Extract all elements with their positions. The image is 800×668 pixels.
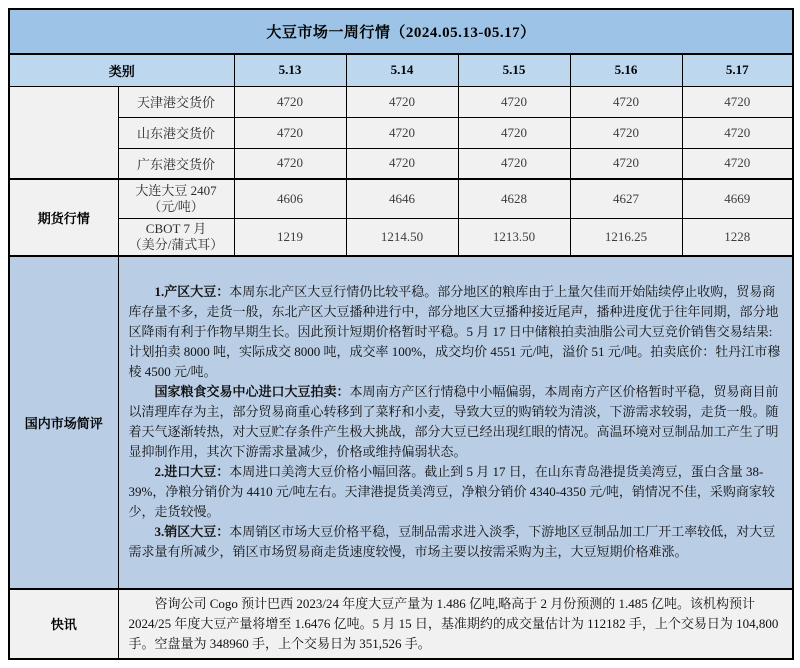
spot-row-label-shandong: 山东港交货价	[118, 117, 234, 148]
paragraph-lead: 3.销区大豆：	[154, 524, 230, 539]
price-cell: 1219	[234, 218, 346, 256]
price-cell: 4628	[458, 179, 570, 218]
spot-row-label-tianjin: 天津港交货价	[118, 86, 234, 117]
market-comment-cell	[118, 256, 793, 589]
futures-row-label-dalian	[118, 179, 234, 218]
futures-row-label-cbot	[118, 218, 234, 256]
price-cell: 4720	[458, 117, 570, 148]
spot-row-label-guangdong: 广东港交货价	[118, 148, 234, 179]
price-cell: 1214.50	[346, 218, 458, 256]
news-paragraph: 咨询公司 Cogo 预计巴西 2023/24 年度大豆产量为 1.486 亿吨,略高于 2 月份预测的 1.485 亿吨。该机构预计 2024/25 年度大豆产量将增至 1.6476 亿吨。5 月 15 日，基准期约的成交量估计为 112182 手，上个交易日为 104,800 手。空盘量为 348960 手，上个交易日为 351,526 手。	[128, 595, 779, 651]
price-cell: 4720	[682, 148, 793, 179]
futures-group-label: 期货行情	[9, 179, 118, 256]
column-header-date-1: 5.13	[234, 54, 346, 86]
news-group-label: 快讯	[9, 589, 118, 659]
column-header-date-2: 5.14	[346, 54, 458, 86]
price-cell: 1216.25	[570, 218, 682, 256]
futures-contract-unit: （元/吨）	[148, 198, 204, 214]
price-cell: 4720	[346, 148, 458, 179]
price-cell: 4720	[234, 117, 346, 148]
price-cell: 4720	[570, 117, 682, 148]
price-cell: 4720	[458, 148, 570, 179]
comment-paragraph-3	[129, 462, 783, 522]
price-cell: 1213.50	[458, 218, 570, 256]
futures-contract-name: 大连大豆 2407	[135, 182, 217, 198]
paragraph-text: 本周销区市场大豆价格平稳，豆制品需求进入淡季，下游地区豆制品加工厂开工率较低，对大豆需求量有所减少，销区市场贸易商走货速度较慢，市场主要以按需采购为主，大豆短期价格难涨。	[128, 524, 776, 559]
news-cell	[118, 589, 793, 659]
price-cell: 4669	[682, 179, 793, 218]
futures-contract-name: CBOT 7 月	[145, 220, 207, 236]
column-header-date-4: 5.16	[570, 54, 682, 86]
comment-group-label: 国内市场简评	[9, 256, 118, 589]
price-cell: 4720	[346, 117, 458, 148]
price-cell: 4720	[458, 86, 570, 117]
spot-group-cell	[9, 86, 118, 179]
price-cell: 4720	[682, 117, 793, 148]
comment-paragraph-2	[129, 382, 783, 462]
price-cell: 4606	[234, 179, 346, 218]
price-cell: 4720	[682, 86, 793, 117]
price-cell: 4720	[346, 86, 458, 117]
column-header-date-5: 5.17	[682, 54, 793, 86]
paragraph-lead: 2.进口大豆：	[154, 464, 230, 479]
paragraph-lead: 国家粮食交易中心进口大豆拍卖：	[154, 384, 350, 399]
price-cell: 4720	[234, 86, 346, 117]
comment-paragraph-1	[129, 282, 783, 382]
price-cell: 1228	[682, 218, 793, 256]
column-header-date-3: 5.15	[458, 54, 570, 86]
price-cell: 4627	[570, 179, 682, 218]
soybean-market-table	[8, 8, 794, 660]
price-cell: 4720	[570, 86, 682, 117]
paragraph-text: 本周东北产区大豆行情仍比较平稳。部分地区的粮库由于上量欠佳而开始陆续停止收购，贸易商库存量不多，走货一般，东北产区大豆播种进行中，部分地区大豆播种接近尾声，播种进度优于往年同期，部分地区降雨有利于作物早期生长。因此预计短期价格暂时平稳。5 月 17 日中储粮拍卖油脂公司大豆竞价销售交易结果:计划拍卖 8000 吨，实际成交 8000 吨，成交率 100%，成交均价 4551 元/吨，溢价 51 元/吨。拍卖底价：牡丹江市穆棱 4500 元/吨。	[128, 284, 781, 379]
price-cell: 4646	[346, 179, 458, 218]
price-cell: 4720	[570, 148, 682, 179]
price-cell: 4720	[234, 148, 346, 179]
paragraph-text: 本周进口美湾大豆价格小幅回落。截止到 5 月 17 日，在山东青岛港提货美湾豆，蛋白含量 38-39%，净粮分销价为 4410 元/吨左右。天津港提货美湾豆，净粮分销价 4340-4350 元/吨，销情况不佳，采购商家较少，走货较慢。	[128, 464, 775, 519]
comment-paragraph-4	[129, 522, 783, 562]
table-title: 大豆市场一周行情（2024.05.13-05.17）	[9, 9, 793, 54]
paragraph-lead: 1.产区大豆：	[154, 284, 230, 299]
column-header-category: 类别	[9, 54, 234, 86]
futures-contract-unit: （美分/蒲式耳）	[128, 236, 224, 252]
paragraph-text: 本周南方产区行情稳中小幅偏弱，本周南方产区价格暂时平稳，贸易商目前以清理库存为主，部分贸易商重心转移到了菜籽和小麦，导致大豆的购销较为清淡，下游需求较弱，走货一般。随着天气逐渐转热，对大豆贮存条件产生极大挑战，部分大豆已经出现红眼的情况。高温环境对豆制品加工产生了明显抑制作用，其次下游需求量减少，价格或维持偏弱状态。	[128, 384, 779, 459]
